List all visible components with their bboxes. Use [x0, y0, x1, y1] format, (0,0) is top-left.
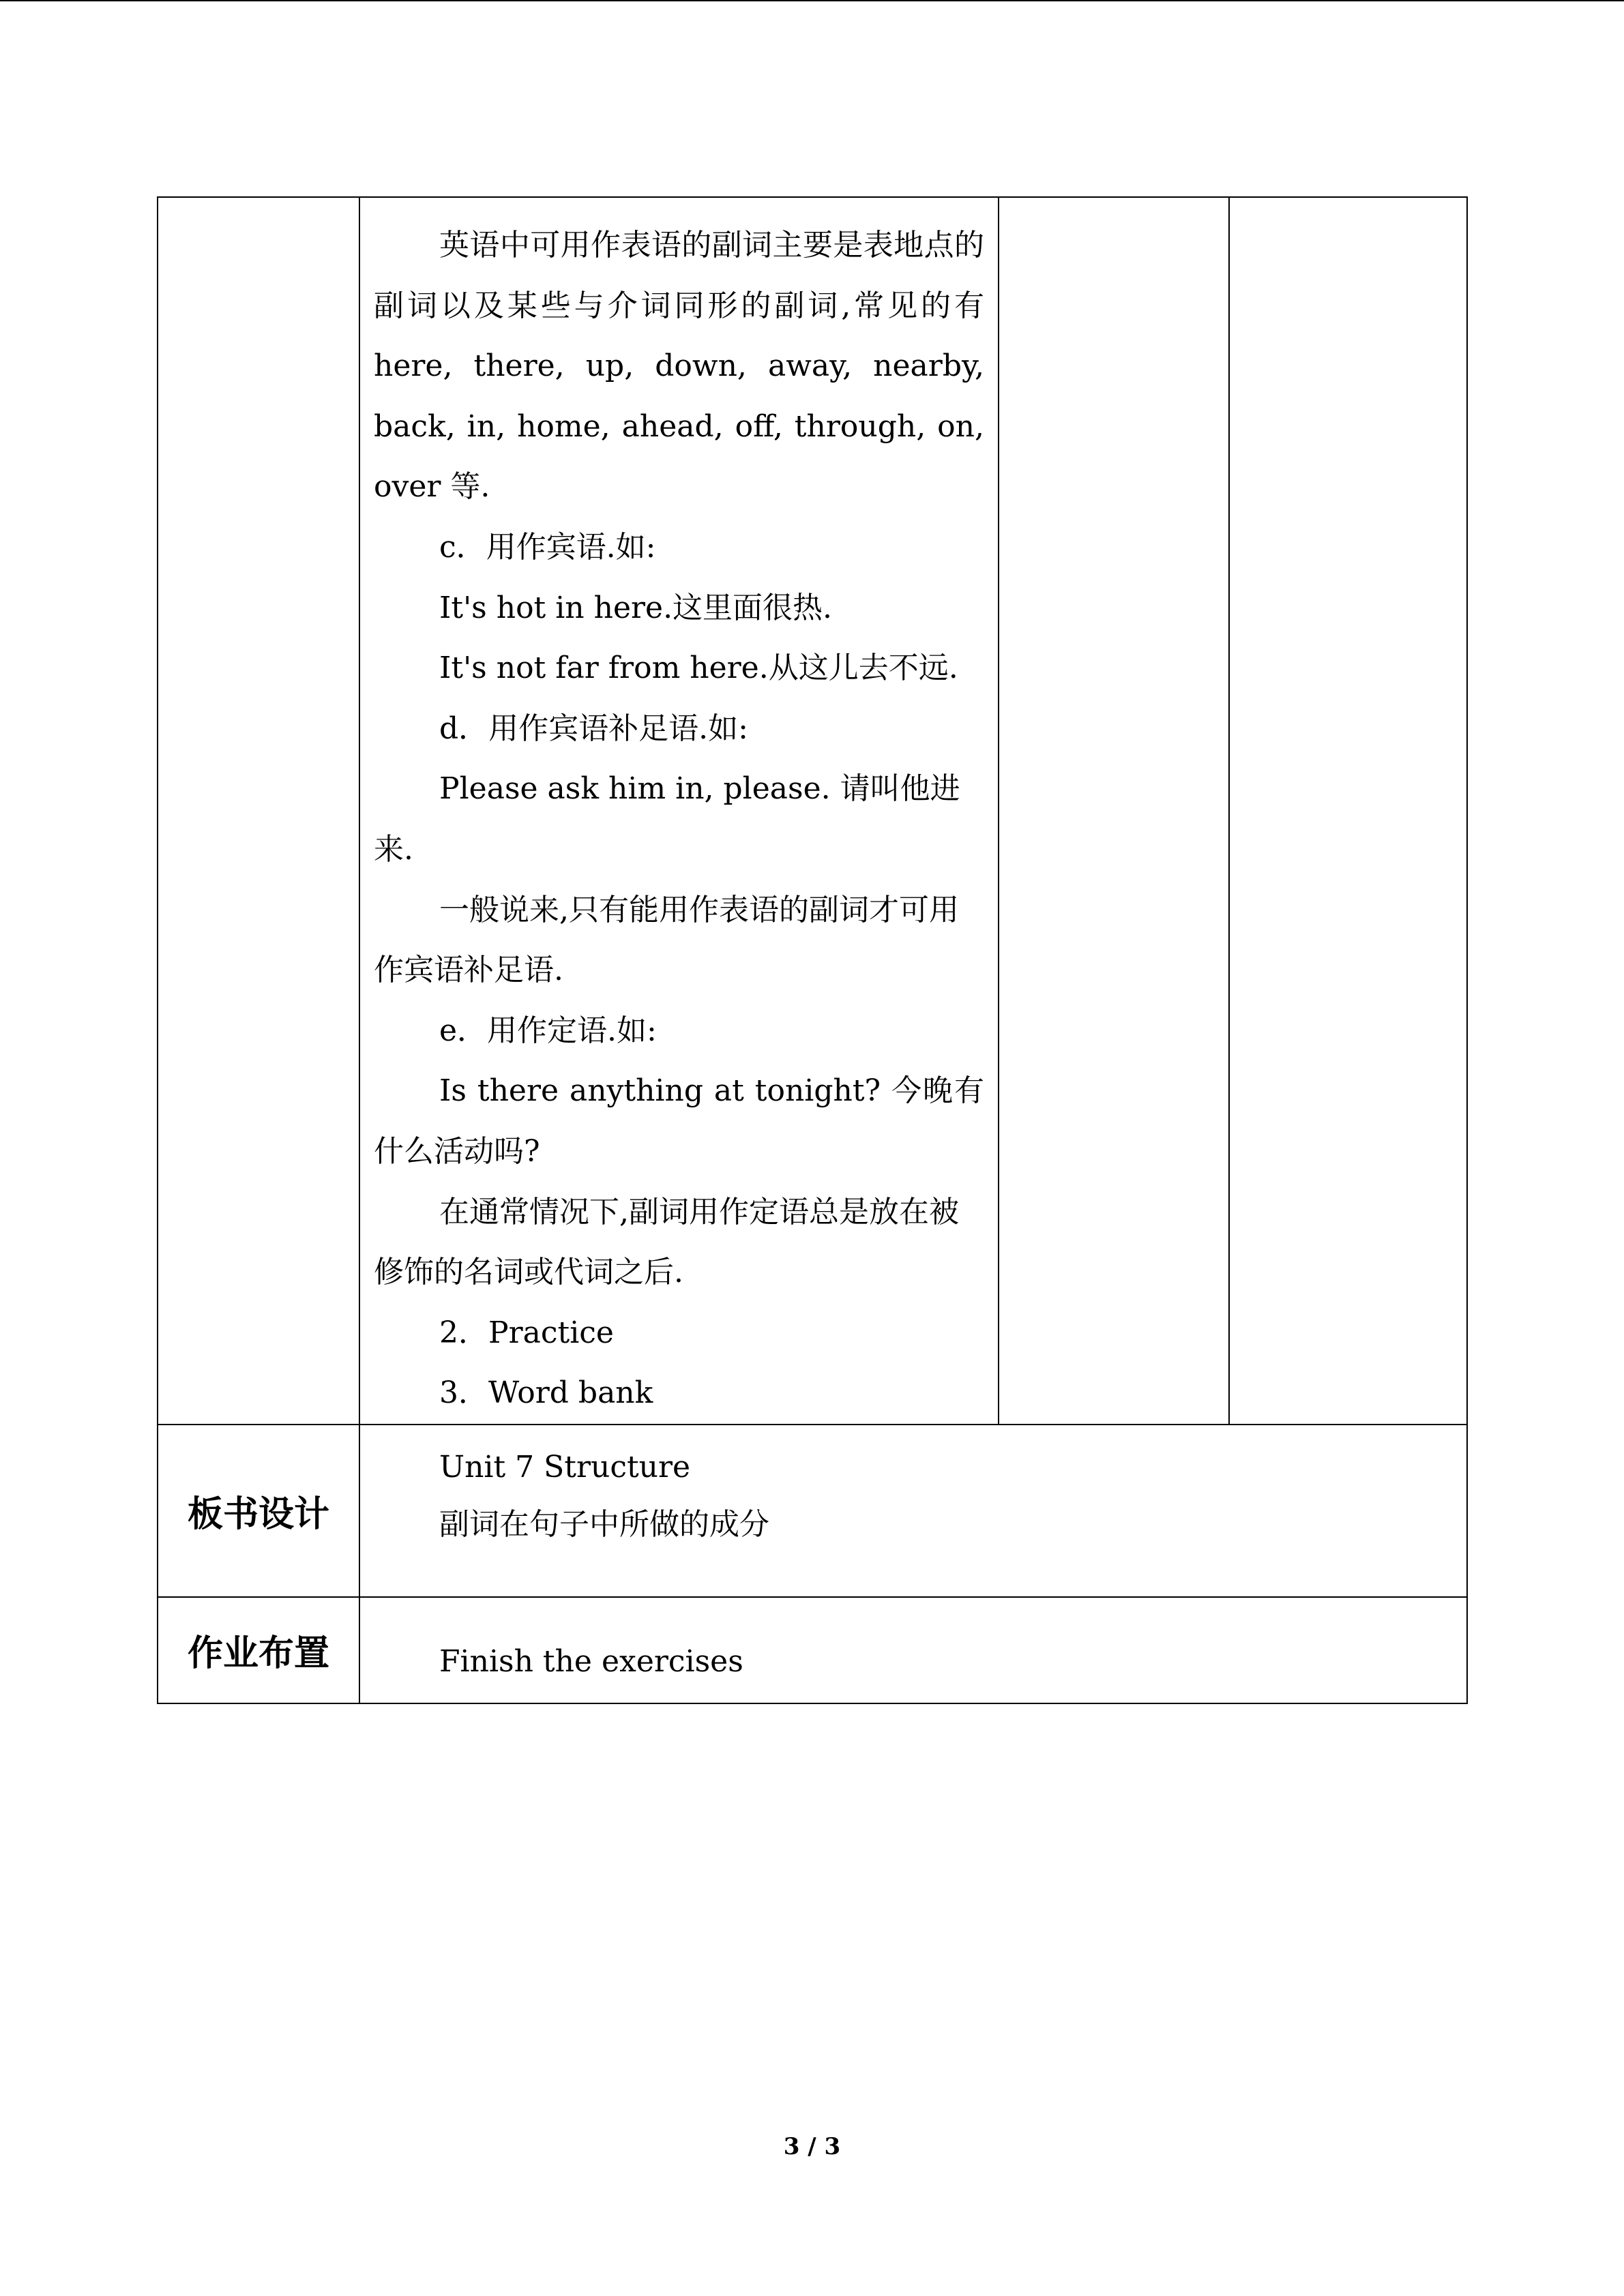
content-line: c．用作宾语.如: [439, 529, 656, 565]
teaching-content-cell [359, 197, 999, 1425]
content-line: 3．Word bank [439, 1375, 653, 1411]
homework-text: Finish the exercises [439, 1643, 743, 1679]
empty-notes-cell [1229, 197, 1467, 1425]
board-line: 副词在句子中所做的成分 [439, 1506, 769, 1542]
board-design-cell [359, 1425, 1467, 1597]
content-line: It's not far from here.从这儿去不远. [439, 651, 958, 686]
lesson-plan-table [157, 196, 1468, 1704]
board-line: Unit 7 Structure [439, 1449, 691, 1485]
board-design-label: 板书设计 [158, 1425, 359, 1597]
page-number: 3 / 3 [783, 2133, 841, 2160]
content-line: d．用作宾语补足语.如: [439, 711, 748, 746]
content-line: e．用作定语.如: [439, 1013, 657, 1048]
homework-cell [359, 1597, 1467, 1703]
content-line: It's hot in here.这里面很热. [439, 590, 833, 625]
homework-label: 作业布置 [158, 1597, 359, 1703]
homework-row [158, 1597, 1467, 1703]
content-line: Please ask him in, please. 请叫他进来. [374, 771, 960, 867]
top-border-line [0, 0, 1624, 1]
content-line: 2．Practice [439, 1315, 614, 1350]
content-line: 在通常情况下,副词用作定语总是放在被修饰的名词或代词之后. [374, 1194, 959, 1290]
empty-label-cell [158, 197, 359, 1425]
board-design-row [158, 1425, 1467, 1597]
empty-activity-cell [999, 197, 1229, 1425]
content-line: 一般说来,只有能用作表语的副词才可用作宾语补足语. [374, 892, 959, 988]
content-line: 英语中可用作表语的副词主要是表地点的副词以及某些与介词同形的副词,常见的有 here, there, up, down, away, nearby, back, in, home, ahead, off, through, on, over 等. [374, 228, 984, 505]
teaching-process-row [158, 197, 1467, 1425]
content-line: Is there anything at tonight? 今晚有什么活动吗? [374, 1073, 984, 1169]
teaching-content [360, 198, 998, 1424]
